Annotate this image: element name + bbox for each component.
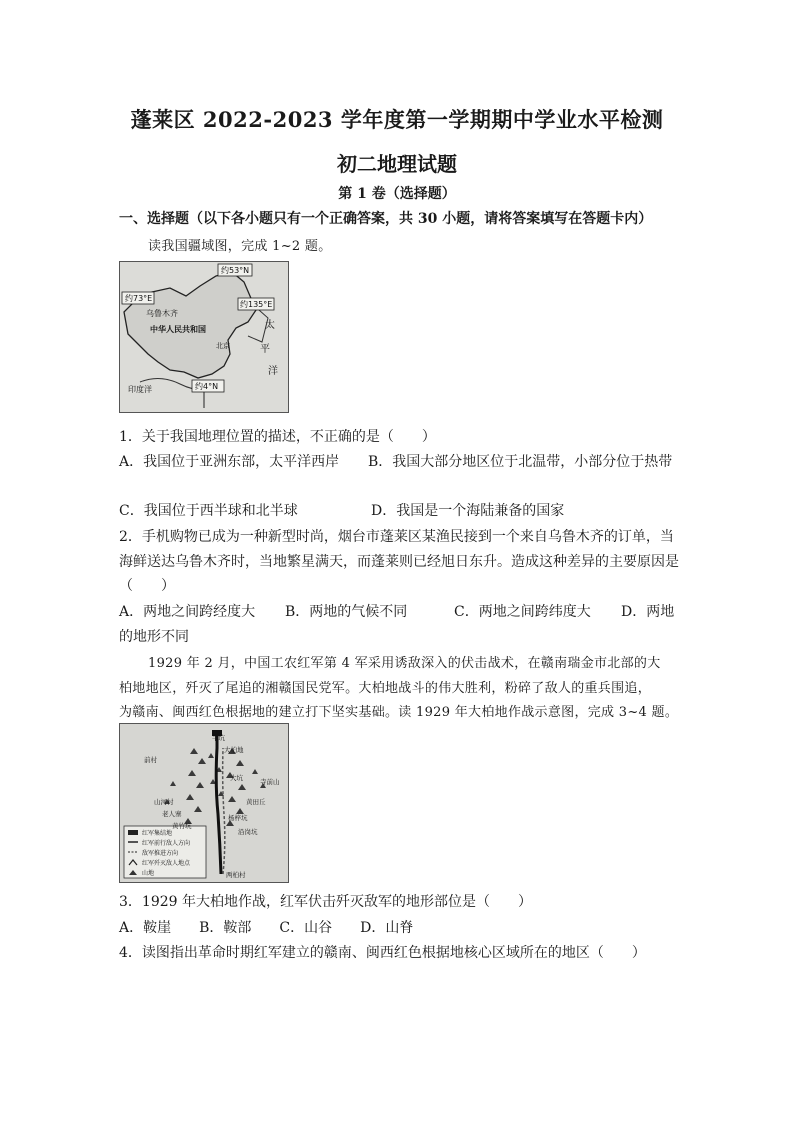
question-1-option-b: B．我国大部分地区位于北温带，小部分位于热带 [368,454,673,470]
exam-subtitle: 初二地理试题 [337,152,457,176]
volume-heading: 第 1 卷（选择题） [338,186,456,202]
map2-label: 大坑 [230,774,243,782]
china-territory-map-svg [120,262,288,412]
question-2-option-d: D．两地 [621,604,675,620]
map1-label: 约73°E [125,294,153,303]
passage-line: 为赣南、闽西红色根据地的建立打下坚实基础。读 1929 年大柏地作战示意图，完成 3~4 题。 [119,705,679,720]
map1-label: 太 [265,320,275,331]
passage-line: 柏地地区，歼灭了尾追的湘赣国民党军。大柏地战斗的伟大胜利，粉碎了敌人的重兵围追， [119,681,652,696]
map2-label: 黄田丘 [246,798,266,806]
map2-legend-item: 红军集结地 [142,830,173,837]
china-territory-map [119,261,289,413]
question-4-stem: 4．读图指出革命时期红军建立的赣南、闽西红色根据地核心区域所在的地区（ ） [119,945,646,961]
map2-label: 沿岗坑 [238,828,258,836]
map2-label: 寺前山 [260,778,280,786]
map1-label: 约53°N [221,266,250,275]
map1-label: 北京 [216,342,230,350]
map2-legend-item: 红军前行敌人方向 [142,840,191,847]
legend-swatch-gather [128,830,138,835]
question-1-option-d: D．我国是一个海陆兼备的国家 [371,503,565,519]
question-2-option-c: C．两地之间跨纬度大 [454,604,591,620]
section-heading: 一、选择题（以下各小题只有一个正确答案，共 30 小题，请将答案填写在答题卡内） [119,211,653,227]
map1-label: 洋 [268,366,278,377]
question-2-stem: 2．手机购物已成为一种新型时尚，烟台市蓬莱区某渔民接到一个来自乌鲁木齐的订单，当 [119,529,674,545]
map1-label: 中华人民共和国 [150,325,206,334]
map1-label: 约4°N [195,382,219,391]
map2-legend-item: 敌军推进方向 [142,850,179,857]
passage-line: 1929 年 2 月，中国工农红军第 4 军采用诱敌深入的伏击战术，在赣南瑞金市北部的大 [148,656,661,671]
map2-label: 前村 [144,756,157,764]
map2-label: 山河村 [154,798,174,806]
map1-label: 约135°E [240,300,273,309]
dabodi-battle-map-svg [120,724,288,882]
question-2-option-d-cont: 的地形不同 [119,629,189,645]
exam-title: 蓬莱区 2022-2023 学年度第一学期期中学业水平检测 [130,107,664,132]
map1-label: 平 [260,344,270,355]
map1-label: 印度洋 [128,385,152,394]
map1-intro: 读我国疆域图，完成 1~2 题。 [148,239,332,254]
question-3-stem: 3．1929 年大柏地作战，红军伏击歼灭敌军的地形部位是（ ） [119,894,532,910]
map2-label: 两柏村 [226,871,246,879]
question-2-stem: 海鲜送达乌鲁木齐时，当地繁星满天，而蓬莱则已经旭日东升。造成这种差异的主要原因是 [119,554,679,570]
question-1-option-c: C．我国位于西半球和北半球 [119,503,298,519]
map2-label: 半坑 [212,734,225,742]
question-2-stem: （ ） [119,578,175,594]
map2-label: 老人寨 [162,810,182,818]
map2-legend-item: 红军歼灭敌人地点 [142,860,191,867]
map2-label: 杨梓坑 [228,814,248,822]
question-1-option-a: A．我国位于亚洲东部，太平洋西岸 [119,454,340,470]
question-2-option-b: B．两地的气候不同 [285,604,408,620]
question-3-options: A．鞍崖 B．鞍部 C．山谷 D．山脊 [119,920,414,936]
map1-label: 乌鲁木齐 [146,309,178,318]
question-1-stem: 1．关于我国地理位置的描述，不正确的是（ ） [119,429,436,445]
map2-label: 大柏地 [224,746,244,754]
map2-legend-item: 山地 [142,870,155,877]
map2-label: 黄竹坑 [172,822,192,830]
dabodi-battle-map [119,723,289,883]
question-2-option-a: A．两地之间跨经度大 [119,604,256,620]
